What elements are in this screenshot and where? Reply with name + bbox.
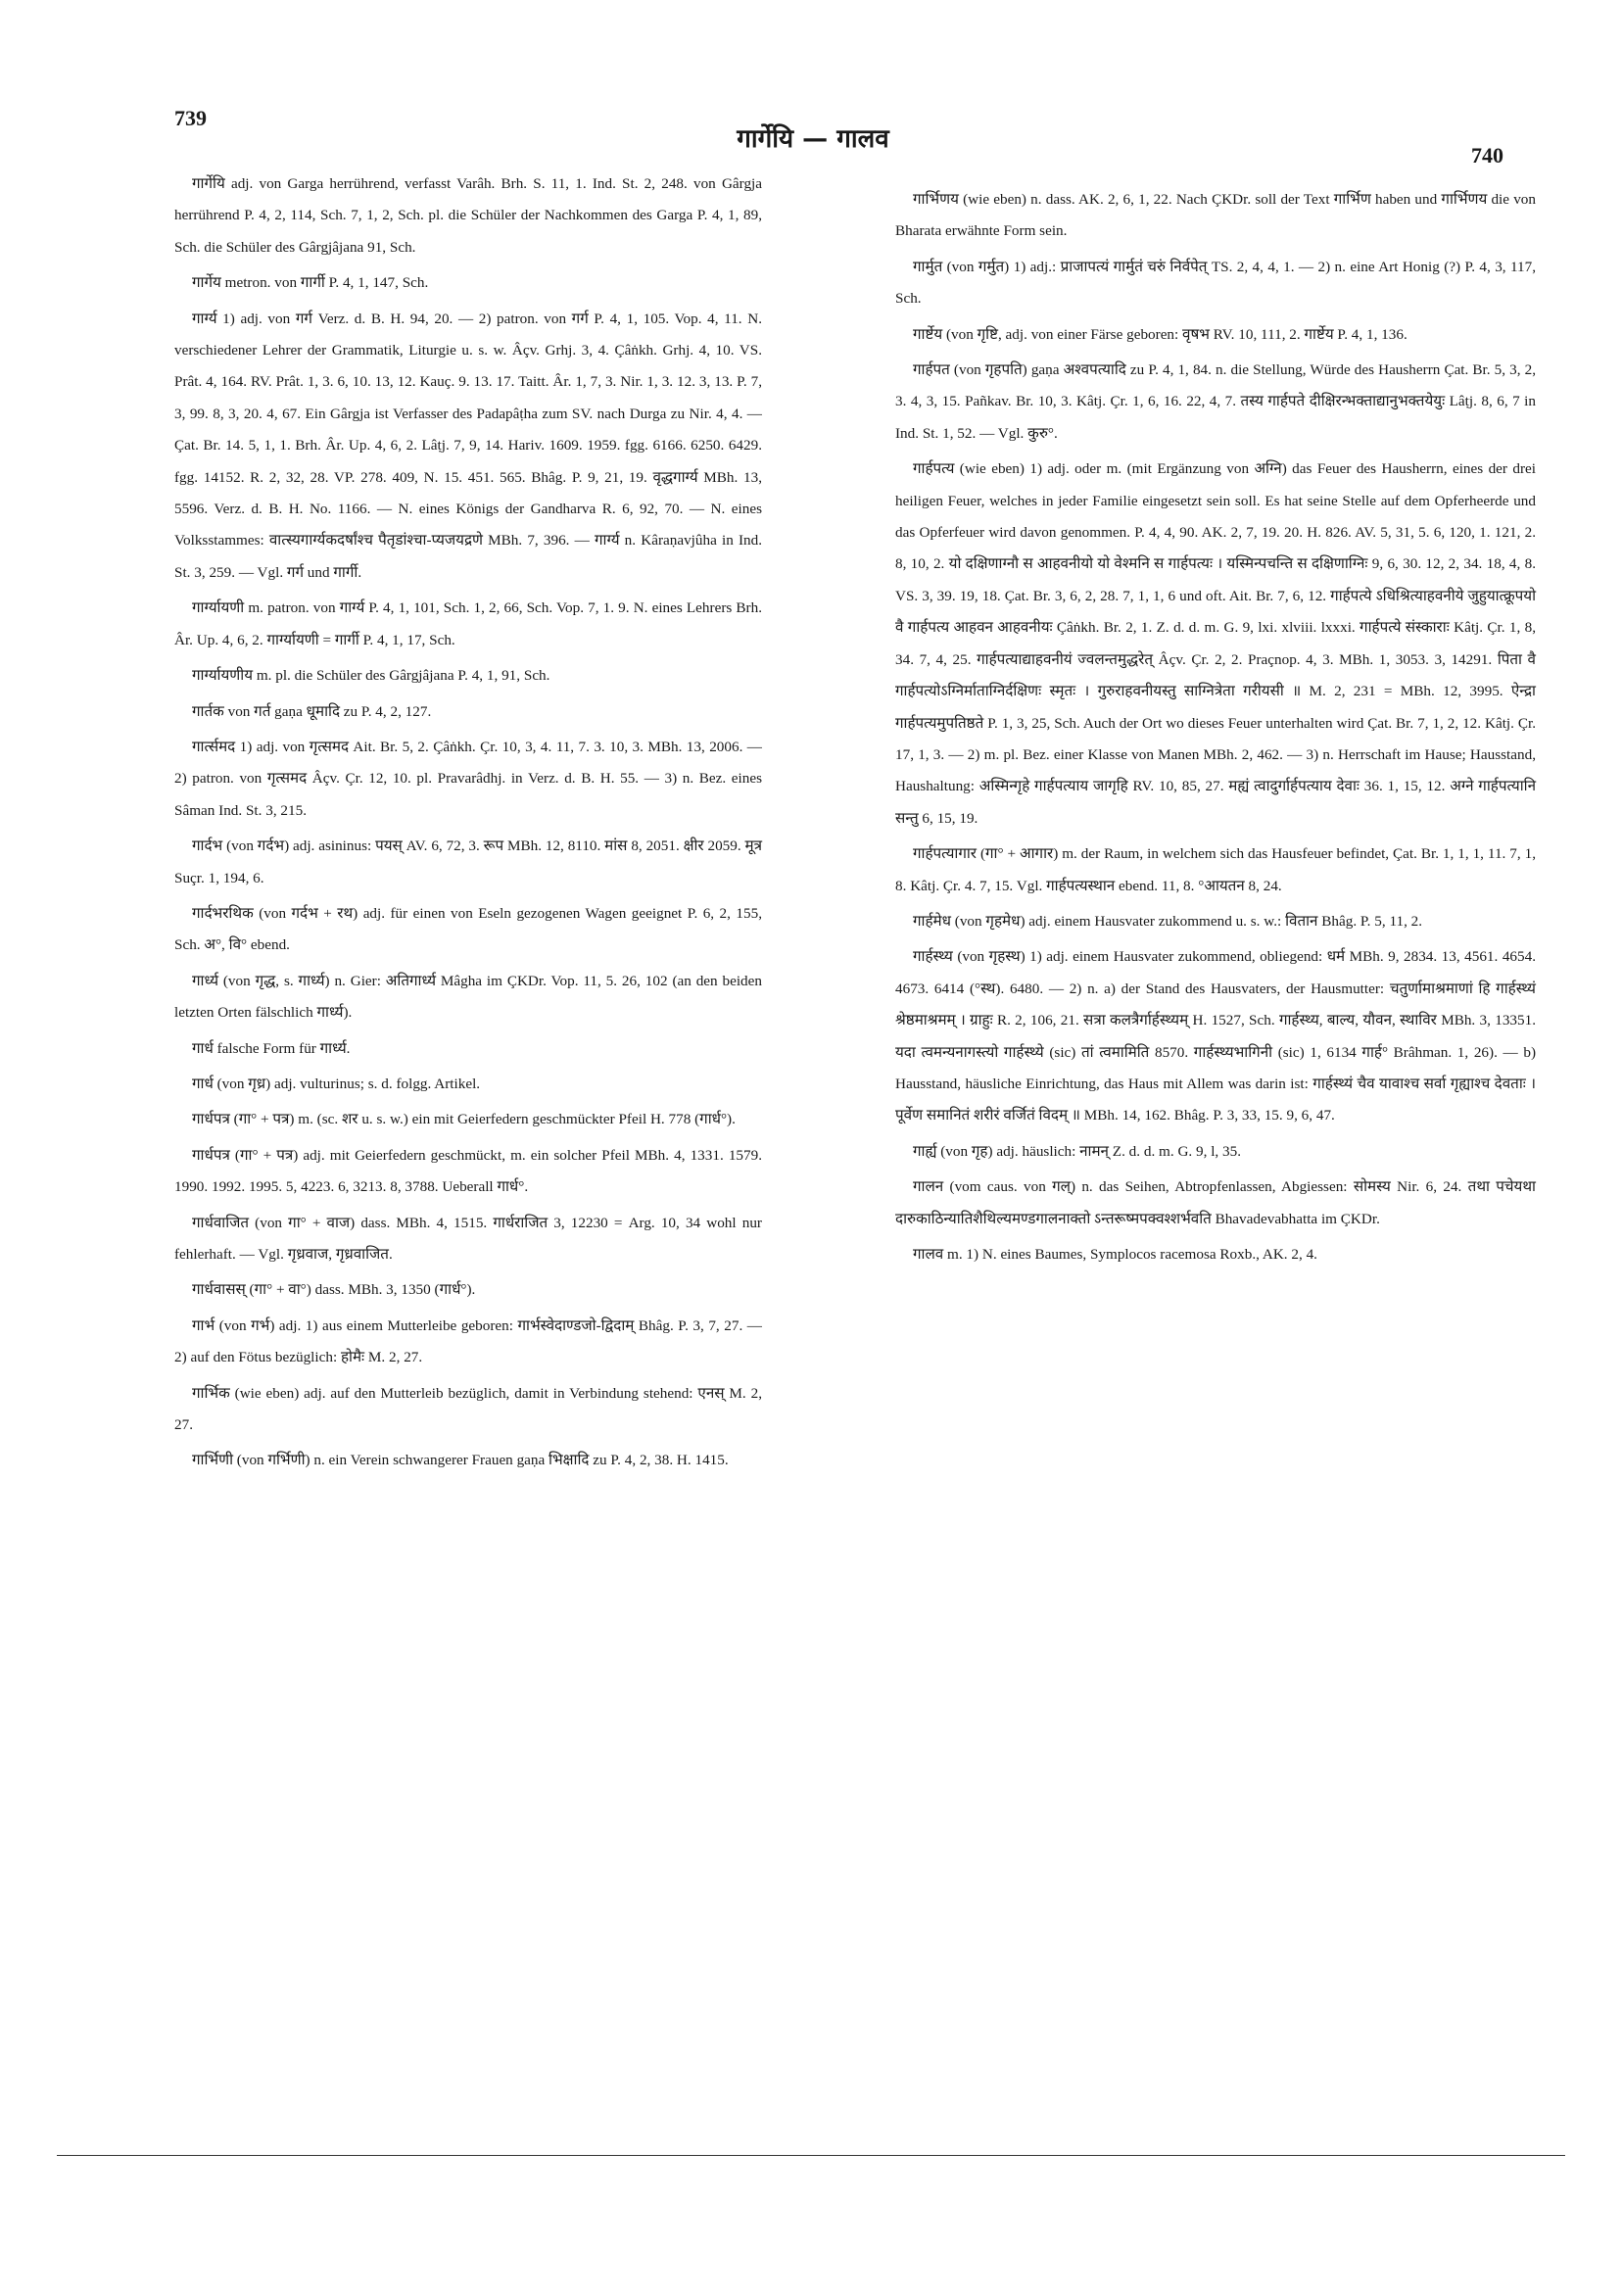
- running-headword: गार्गेयि — गालव: [737, 124, 889, 154]
- left-column: [174, 168, 762, 1481]
- dictionary-entry: गार्ह्य (von गृह) adj. häuslich: नामन् Z. d. d. m. G. 9, l, 35.: [913, 1142, 1241, 1160]
- dictionary-entry: गार्ष्टेय (von गृष्टि, adj. von einer Färse geboren: वृषभ RV. 10, 111, 2. गार्ष्टेय P. 4, 1, 136.: [913, 325, 1407, 343]
- dictionary-entry: गार्धवाजित (von गा° + वाज) dass. MBh. 4, 1515. गार्धराजित 3, 12230 = Arg. 10, 34 wohl nur fehlerhaft. — Vgl. गृध्रवाज, गृध्रवाजित.: [174, 1214, 762, 1263]
- dictionary-entry: गार्ग्यायणीय m. pl. die Schüler des Gârgjâjana P. 4, 1, 91, Sch.: [192, 667, 550, 685]
- dictionary-entry: गार्दभरथिक (von गर्दभ + रथ) adj. für einen von Eseln gezogenen Wagen geeignet P. 6, 2, 155, Sch. अ°, वि° ebend.: [174, 904, 762, 954]
- dictionary-entry: गार्धपत्र (गा° + पत्र) adj. mit Geierfedern geschmückt, m. ein solcher Pfeil MBh. 4, 1331. 1579. 1990. 1992. 1995. 5, 4223. 6, 3213. 8, 3788. Ueberall गार्ध°.: [174, 1146, 762, 1196]
- dictionary-entry: गार्त्समद 1) adj. von गृत्समद Ait. Br. 5, 2. Çâṅkh. Çr. 10, 3, 4. 11, 7. 3. 10, 3. MBh. 13, 2006. — 2) patron. von गृत्समद Âçv. Çr. 12, 10. pl. Pravarâdhj. in Verz. d. B. H. 55. — 3) n. Bez. eines Sâman Ind. St. 3, 215.: [174, 738, 762, 819]
- dictionary-entry: गार्गेयि adj. von Garga herrührend, verfasst Varâh. Brh. S. 11, 1. Ind. St. 2, 248. von Gârgja herrührend P. 4, 2, 114, Sch. 7, 1, 2, Sch. pl. die Schüler der Nachkommen des Garga P. 4, 1, 89, Sch. die Schüler des Gârgjâjana 91, Sch.: [174, 175, 762, 256]
- dictionary-entry: गार्धवासस् (गा° + वा°) dass. MBh. 3, 1350 (गार्ध°).: [192, 1281, 476, 1299]
- dictionary-entry: गार्भिणी (von गर्भिणी) n. ein Verein schwangerer Frauen gaṇa भिक्षादि zu P. 4, 2, 38. H. 1415.: [192, 1452, 729, 1469]
- dictionary-entry: गार्धपत्र (गा° + पत्र) m. (sc. शर u. s. w.) ein mit Geierfedern geschmückter Pfeil H. 778 (गार्ध°).: [192, 1111, 736, 1128]
- dictionary-entry: गार्ध falsche Form für गार्ध्य.: [192, 1039, 351, 1057]
- footer-rule: [57, 2155, 1565, 2156]
- dictionary-entry: गार्हपत्यागार (गा° + आगार) m. der Raum, in welchem sich das Hausfeuer befindet, Çat. Br. 1, 1, 1, 11. 7, 1, 8. Kâtj. Çr. 4. 7, 15. Vgl. गार्हपत्यस्थान ebend. 11, 8. °आयतन 8, 24.: [895, 845, 1536, 894]
- dictionary-entry: गार्हमेध (von गृहमेध) adj. einem Hausvater zukommend u. s. w.: वितान Bhâg. P. 5, 11, 2.: [913, 912, 1423, 930]
- dictionary-entry: गार्तक von गर्त gaṇa धूमादि zu P. 4, 2, 127.: [192, 702, 432, 720]
- dictionary-entry: गार्हपत (von गृहपति) gaṇa अश्वपत्यादि zu P. 4, 1, 84. n. die Stellung, Würde des Hausherrn Çat. Br. 5, 3, 2, 3. 4, 3, 15. Pañkav. Br. 10, 3. Kâtj. Çr. 1, 6, 16. 22, 4, 7. तस्य गार्हपते दीक्षिरन्भक्ताद्यानुभक्तयेयुः Lâṭj. 8, 6, 7 in Ind. St. 1, 52. — Vgl. कुरु°.: [895, 361, 1536, 442]
- dictionary-entry: गार्ग्यायणी m. patron. von गार्ग्य P. 4, 1, 101, Sch. 1, 2, 66, Sch. Vop. 7, 1. 9. N. eines Lehrers Brh. Âr. Up. 4, 6, 2. गार्ग्यायणी = गार्गी P. 4, 1, 17, Sch.: [174, 599, 762, 648]
- dictionary-entry: गार्हस्थ्य (von गृहस्थ) 1) adj. einem Hausvater zukommend, obliegend: धर्म MBh. 9, 2834. 13, 4561. 4654. 4673. 6414 (°स्थ). 6480. — 2) n. a) der Stand des Hausvaters, der Hausmutter: चतुर्णामाश्रमाणां हि गार्हस्थ्यं श्रेष्ठमाश्रमम् । ग्राहुः R. 2, 106, 21. सत्रा कलत्रैर्गार्हस्थ्यम् H. 1527, Sch. गार्हस्थ्य, बाल्य, यौवन, स्थाविर MBh. 3, 13351. यदा त्वमन्यनागस्त्यो गार्हस्थ्ये (sic) तां त्वमामिति 8570. गार्हस्थ्यभागिनी (sic) 1, 6134 गार्ह° Brâhman. 1, 26). — b) Hausstand, häusliche Einrichtung, das Haus mit Allem was darin ist: गार्हस्थ्यं चैव यावाश्च सर्वा गृह्याश्च देवताः । पूर्वेण समानितं शरीरं वर्जितं विदम् ॥ MBh. 14, 162. Bhâg. P. 3, 33, 15. 9, 6, 47.: [895, 948, 1536, 1124]
- dictionary-entry: गार्मुत (von गर्मुत) 1) adj.: प्राजापत्यं गार्मुतं चरुं निर्वपेत् TS. 2, 4, 4, 1. — 2) n. eine Art Honig (?) P. 4, 3, 117, Sch.: [895, 258, 1536, 308]
- dictionary-entry: गार्हपत्य (wie eben) 1) adj. oder m. (mit Ergänzung von अग्नि) das Feuer des Hausherrn, eines der drei heiligen Feuer, welches in jeder Familie eingesetzt sein soll. Es hat seine Stelle auf dem Opferheerde und das Opferfeuer wird davon genommen. P. 4, 4, 90. AK. 2, 7, 19. 20. H. 826. AV. 5, 31, 5. 6, 120, 1. 121, 2. 8, 10, 2. यो दक्षिणाग्नौ स आहवनीयो यो वेश्मनि स गार्हपत्यः । यस्मिन्पचन्ति स दक्षिणाग्निः 9, 6, 30. 12, 2, 34. 18, 4, 8. VS. 3, 39. 19, 18. Çat. Br. 3, 6, 2, 28. 7, 1, 1, 6 und oft. Ait. Br. 7, 6, 12. गार्हपत्ये ऽधिश्रित्याहवनीये जुहुयात्क्रूपयो वै गार्हपत्य आहवन आहवनीयः Çâṅkh. Br. 2, 1. Z. d. d. m. G. 9, lxi. xlviii. lxxxi. गार्हपत्ये संस्काराः Kâtj. Çr. 1, 8, 34. 7, 4, 25. गार्हपत्याद्याहवनीयं ज्वलन्तमुद्धरेत् Âçv. Çr. 2, 2. Praçnop. 4, 3. MBh. 1, 3053. 3, 14291. पिता वै गार्हपत्योऽग्निर्माताग्निर्दक्षिणः स्मृतः । गुरुराहवनीयस्तु साग्नित्रेता गरीयसी ॥ M. 2, 231 = MBh. 12, 3995. ऐन्द्रा गार्हपत्यमुपतिष्ठते P. 1, 3, 25, Sch. Auch der Ort wo dieses Feuer unterhalten wird Çat. Br. 7, 1, 2, 12. Kâtj. Çr. 17, 1, 3. — 2) m. pl. Bez. einer Klasse von Manen MBh. 2, 462. — 3) n. Herrschaft im Hause; Hausstand, Haushaltung: अस्मिन्गृहे गार्हपत्याय जागृहि RV. 10, 85, 27. मह्यं त्वादुर्गार्हपत्याय देवाः 36. 1, 15, 12. अग्ने गार्हपत्यानि सन्तु 6, 15, 19.: [895, 460, 1536, 827]
- right-column: [895, 184, 1536, 1274]
- page-number-left: 739: [174, 106, 207, 130]
- dictionary-entry: गालव m. 1) N. eines Baumes, Symplocos racemosa Roxb., AK. 2, 4.: [913, 1246, 1317, 1263]
- dictionary-entry: गार्ध (von गृध्र) adj. vulturinus; s. d. folgg. Artikel.: [192, 1075, 481, 1092]
- dictionary-entry: गार्ग्य 1) adj. von गर्ग Verz. d. B. H. 94, 20. — 2) patron. von गर्ग P. 4, 1, 105. Vop. 4, 11. N. verschiedener Lehrer der Grammatik, Liturgie u. s. w. Âçv. Grhj. 3, 4. Çâṅkh. Grhj. 4, 10. VS. Prât. 4, 164. RV. Prât. 1, 3. 6, 10. 13, 12. Kauç. 9. 13. 17. Taitt. Âr. 1, 7, 3. Nir. 1, 3. 12. 3, 13. P. 7, 3, 99. 8, 3, 20. 4, 67. Ein Gârgja ist Verfasser des Padapâṭha zum SV. nach Durga zu Nir. 4, 4. — Çat. Br. 14. 5, 1, 1. Brh. Âr. Up. 4, 6, 2. Lâṭj. 7, 9, 14. Hariv. 1609. 1959. fgg. 6166. 6250. 6429. fgg. 14152. R. 2, 32, 28. VP. 278. 409, N. 15. 451. 565. Bhâg. P. 9, 21, 19. वृद्धगार्ग्य MBh. 13, 5596. Verz. d. B. H. No. 1166. — N. eines Königs der Gandharva R. 6, 92, 70. — N. eines Volksstammes: वात्स्यगार्ग्यकदर्षांश्च पैतृडांश्चा-प्यजयद्रणे MBh. 7, 396. — गार्ग्य n. Kâraṇavjûha in Ind. St. 3, 259. — Vgl. गर्ग und गार्गी.: [174, 310, 762, 581]
- dictionary-entry: गार्गेय metron. von गार्गी P. 4, 1, 147, Sch.: [192, 274, 429, 292]
- dictionary-entry: गालन (vom caus. von गल्) n. das Seihen, Abtropfenlassen, Abgiessen: सोमस्य Nir. 6, 24. तथा पचेयथा दारुकाठिन्यातिशैथिल्यमण्डगालनाक्तो ऽन्तरूष्मपक्वश्शर्भवति Bhavadevabhatta im ÇKDr.: [895, 1178, 1536, 1227]
- dictionary-entry: गार्दभ (von गर्दभ) adj. asininus: पयस् AV. 6, 72, 3. रूप MBh. 12, 8110. मांस 8, 2051. क्षीर 2059. मूत्र Suçr. 1, 194, 6.: [174, 837, 762, 886]
- dictionary-entry: गार्ध्य (von गृद्ध, s. गार्ध्य) n. Gier: अतिगार्ध्य Mâgha im ÇKDr. Vop. 11, 5. 26, 102 (an den beiden letzten Orten fälschlich गार्ध्य).: [174, 972, 762, 1022]
- dictionary-entry: गार्भ (von गर्भ) adj. 1) aus einem Mutterleibe geboren: गार्भस्वेदाण्डजो-द्विदाम् Bhâg. P. 3, 7, 27. — 2) auf den Fötus bezüglich: होमैः M. 2, 27.: [174, 1316, 762, 1366]
- dictionary-entry: गार्भिणय (wie eben) n. dass. AK. 2, 6, 1, 22. Nach ÇKDr. soll der Text गार्भिण haben und गार्भिणय die von Bharata erwähnte Form sein.: [895, 191, 1536, 240]
- dictionary-entry: गार्भिक (wie eben) adj. auf den Mutterleib bezüglich, damit in Verbindung stehend: एनस् M. 2, 27.: [174, 1384, 762, 1434]
- page-number-right: 740: [1471, 143, 1503, 167]
